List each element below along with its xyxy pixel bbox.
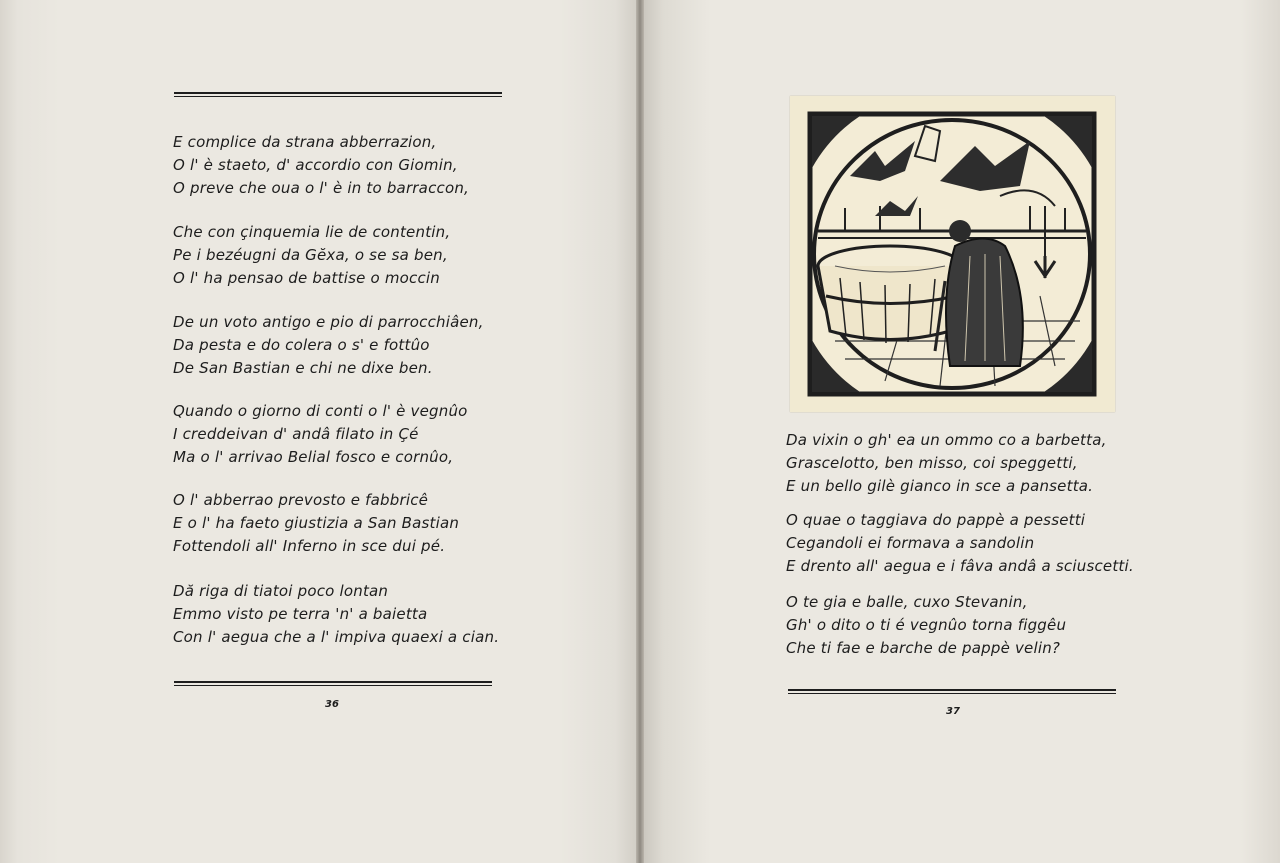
verse-line: O l' abberrao prevosto e fabbricê (173, 491, 429, 509)
stanza-3 (173, 311, 484, 380)
verse-line: O l' ha pensao de battise o moccin (173, 269, 440, 287)
verse-line: De San Bastian e chi ne dixe ben. (173, 359, 433, 377)
verse-line: O quae o taggiava do pappè a pessetti (786, 511, 1086, 529)
bottom-rule-right (788, 689, 1116, 694)
verse-line: E drento all' aegua e i fâva andâ a sciuscetti. (786, 557, 1134, 575)
verse-line: Con l' aegua che a l' impiva quaexi a cian. (173, 628, 500, 646)
verse-line: Che con çinquemia lie de contentin, (173, 223, 451, 241)
verse-line: Che ti fae e barche de pappè velin? (786, 639, 1061, 657)
top-rule-left (174, 92, 502, 97)
verse-line: E o l' ha faeto giustizia a San Bastian (173, 514, 460, 532)
verse-line: O te gia e balle, cuxo Stevanin, (786, 593, 1028, 611)
verse-line: Quando o giorno di conti o l' è vegnûo (173, 402, 468, 420)
page-number-right: 37 (946, 706, 960, 717)
verse-line: De un voto antigo e pio di parrocchiâen, (173, 313, 484, 331)
verse-line: Emmo visto pe terra 'n' a baietta (173, 605, 428, 623)
stanza-8 (786, 509, 1134, 578)
stanza-7 (786, 429, 1107, 498)
stanza-6 (173, 580, 499, 649)
woodcut-illustration (790, 96, 1115, 412)
verse-line: E un bello gilè gianco in sce a pansetta. (786, 477, 1094, 495)
book-gutter (636, 0, 644, 863)
page-number-left: 36 (325, 699, 339, 710)
bottom-rule-left (174, 681, 492, 686)
verse-line: Da vixin o gh' ea un ommo co a barbetta, (786, 431, 1107, 449)
stanza-1 (173, 131, 469, 200)
verse-line: O l' è staeto, d' accordio con Giomin, (173, 156, 458, 174)
verse-line: Dă riga di tiatoi poco lontan (173, 582, 389, 600)
verse-line: Fottendoli all' Inferno in sce dui pé. (173, 537, 446, 555)
verse-line: Pe i bezéugni da Gĕxa, o se sa ben, (173, 246, 448, 264)
verse-line: Ma o l' arrivao Belial fosco e cornûo, (173, 448, 454, 466)
stanza-2 (173, 221, 450, 290)
verse-line: Gh' o dito o ti é vegnûo torna figgêu (786, 616, 1067, 634)
verse-line: Grascelotto, ben misso, coi speggetti, (786, 454, 1078, 472)
verse-line: E complice da strana abberrazion, (173, 133, 437, 151)
verse-line: O preve che oua o l' è in to barraccon, (173, 179, 470, 197)
verse-line: Da pesta e do colera o s' e fottûo (173, 336, 430, 354)
stanza-5 (173, 489, 459, 558)
stanza-9 (786, 591, 1066, 660)
stanza-4 (173, 400, 468, 469)
woodcut-illustration-graphic (790, 96, 1115, 412)
verse-line: I creddeivan d' andâ filato in Çé (173, 425, 419, 443)
verse-line: Cegandoli ei formava a sandolin (786, 534, 1035, 552)
